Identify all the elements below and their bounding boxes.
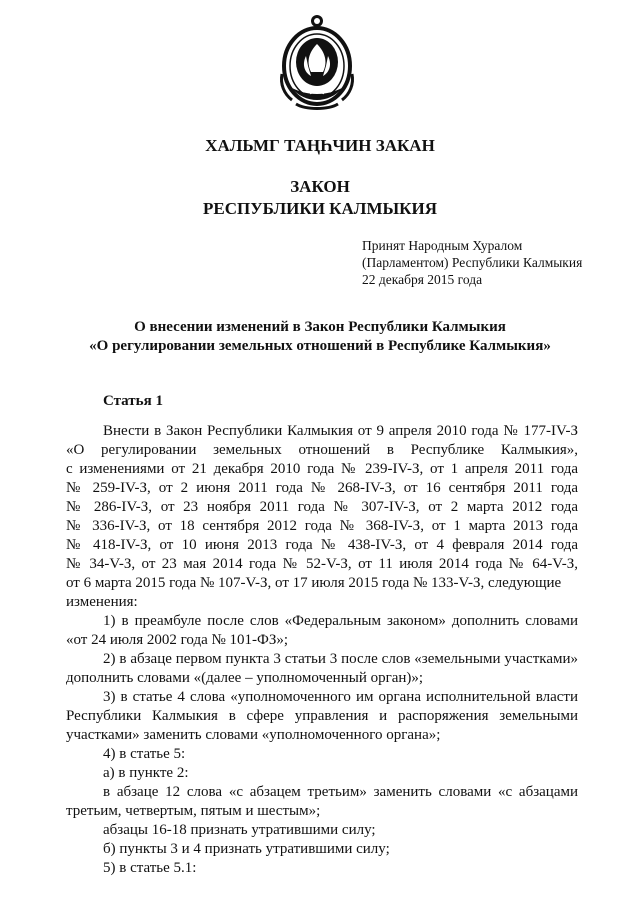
adoption-line: Принят Народным Хуралом — [362, 238, 523, 253]
text-line: № 418-IV-З, от 10 июня 2013 года № 438-IV-З, от 4 февраля 2014 года — [66, 537, 578, 553]
text-line: «О регулировании земельных отношений в Республике Калмыкия», — [66, 442, 578, 458]
title-kalmyk: ХАЛЬМГ ТАҢҺЧИН ЗАКАН — [205, 136, 435, 155]
text-line: абзацы 16-18 признать утратившими силу; — [103, 822, 376, 838]
text-line: в абзаце 12 слова «с абзацем третьим» заменить словами «с абзацами — [103, 784, 578, 800]
text-line: № 286-IV-З, от 23 ноября 2011 года № 307-IV-З, от 2 марта 2012 года — [66, 499, 578, 515]
text-line: «от 24 июля 2002 года № 101-ФЗ»; — [66, 632, 289, 648]
text-line: третьим, четвертым, пятым и шестым»; — [66, 803, 321, 819]
text-line: 3) в статье 4 слова «уполномоченного им органа исполнительной власти — [103, 689, 578, 705]
text-line: 1) в преамбуле после слов «Федеральным законом» дополнить словами — [103, 613, 578, 629]
article-body — [66, 422, 578, 878]
text-line: а) в пункте 2: — [103, 765, 189, 781]
text-line: 5) в статье 5.1: — [103, 860, 197, 876]
adoption-note — [362, 237, 582, 288]
text-line: с изменениями от 21 декабря 2010 года № 239-IV-З, от 1 апреля 2011 года — [66, 461, 578, 477]
text-line: № 259-IV-З, от 2 июня 2011 года № 268-IV-З, от 16 сентября 2011 года — [66, 480, 578, 496]
text-line: № 336-IV-З, от 18 сентября 2012 года № 368-IV-З, от 1 марта 2013 года — [66, 518, 578, 534]
text-line: от 6 марта 2015 года № 107-V-З, от 17 июля 2015 года № 133-V-З, следующие — [66, 575, 562, 591]
title-russian — [0, 176, 640, 220]
text-line: Внести в Закон Республики Калмыкия от 9 апреля 2010 года № 177-IV-З — [103, 423, 578, 439]
law-title — [0, 318, 640, 356]
text-line: изменения: — [66, 594, 138, 610]
text-line: Республики Калмыкия в сфере управления и распоряжения земельными — [66, 708, 578, 724]
kalmykia-coat-of-arms-emblem — [278, 14, 356, 112]
text-line: б) пункты 3 и 4 признать утратившими силу; — [103, 841, 390, 857]
text-line: 2) в абзаце первом пункта 3 статьи 3 после слов «земельными участками» — [103, 651, 578, 667]
title-line-2: РЕСПУБЛИКИ КАЛМЫКИЯ — [202, 199, 438, 218]
law-title-line-2: «О регулировании земельных отношений в Республике Калмыкия» — [89, 338, 551, 354]
text-line: дополнить словами «(далее – уполномоченный орган)»; — [66, 670, 424, 686]
law-title-line-1: О внесении изменений в Закон Республики Калмыкия — [134, 319, 506, 335]
adoption-date: 22 декабря 2015 года — [362, 272, 483, 287]
text-line: № 34-V-З, от 23 мая 2014 года № 52-V-З, от 11 июля 2014 года № 64-V-З, — [66, 556, 578, 572]
article-heading: Статья 1 — [103, 393, 163, 409]
title-line-1: ЗАКОН — [290, 177, 350, 196]
text-line: участками» заменить словами «уполномоченного органа»; — [66, 727, 441, 743]
text-line: 4) в статье 5: — [103, 746, 186, 762]
adoption-line: (Парламентом) Республики Калмыкия — [362, 255, 583, 270]
